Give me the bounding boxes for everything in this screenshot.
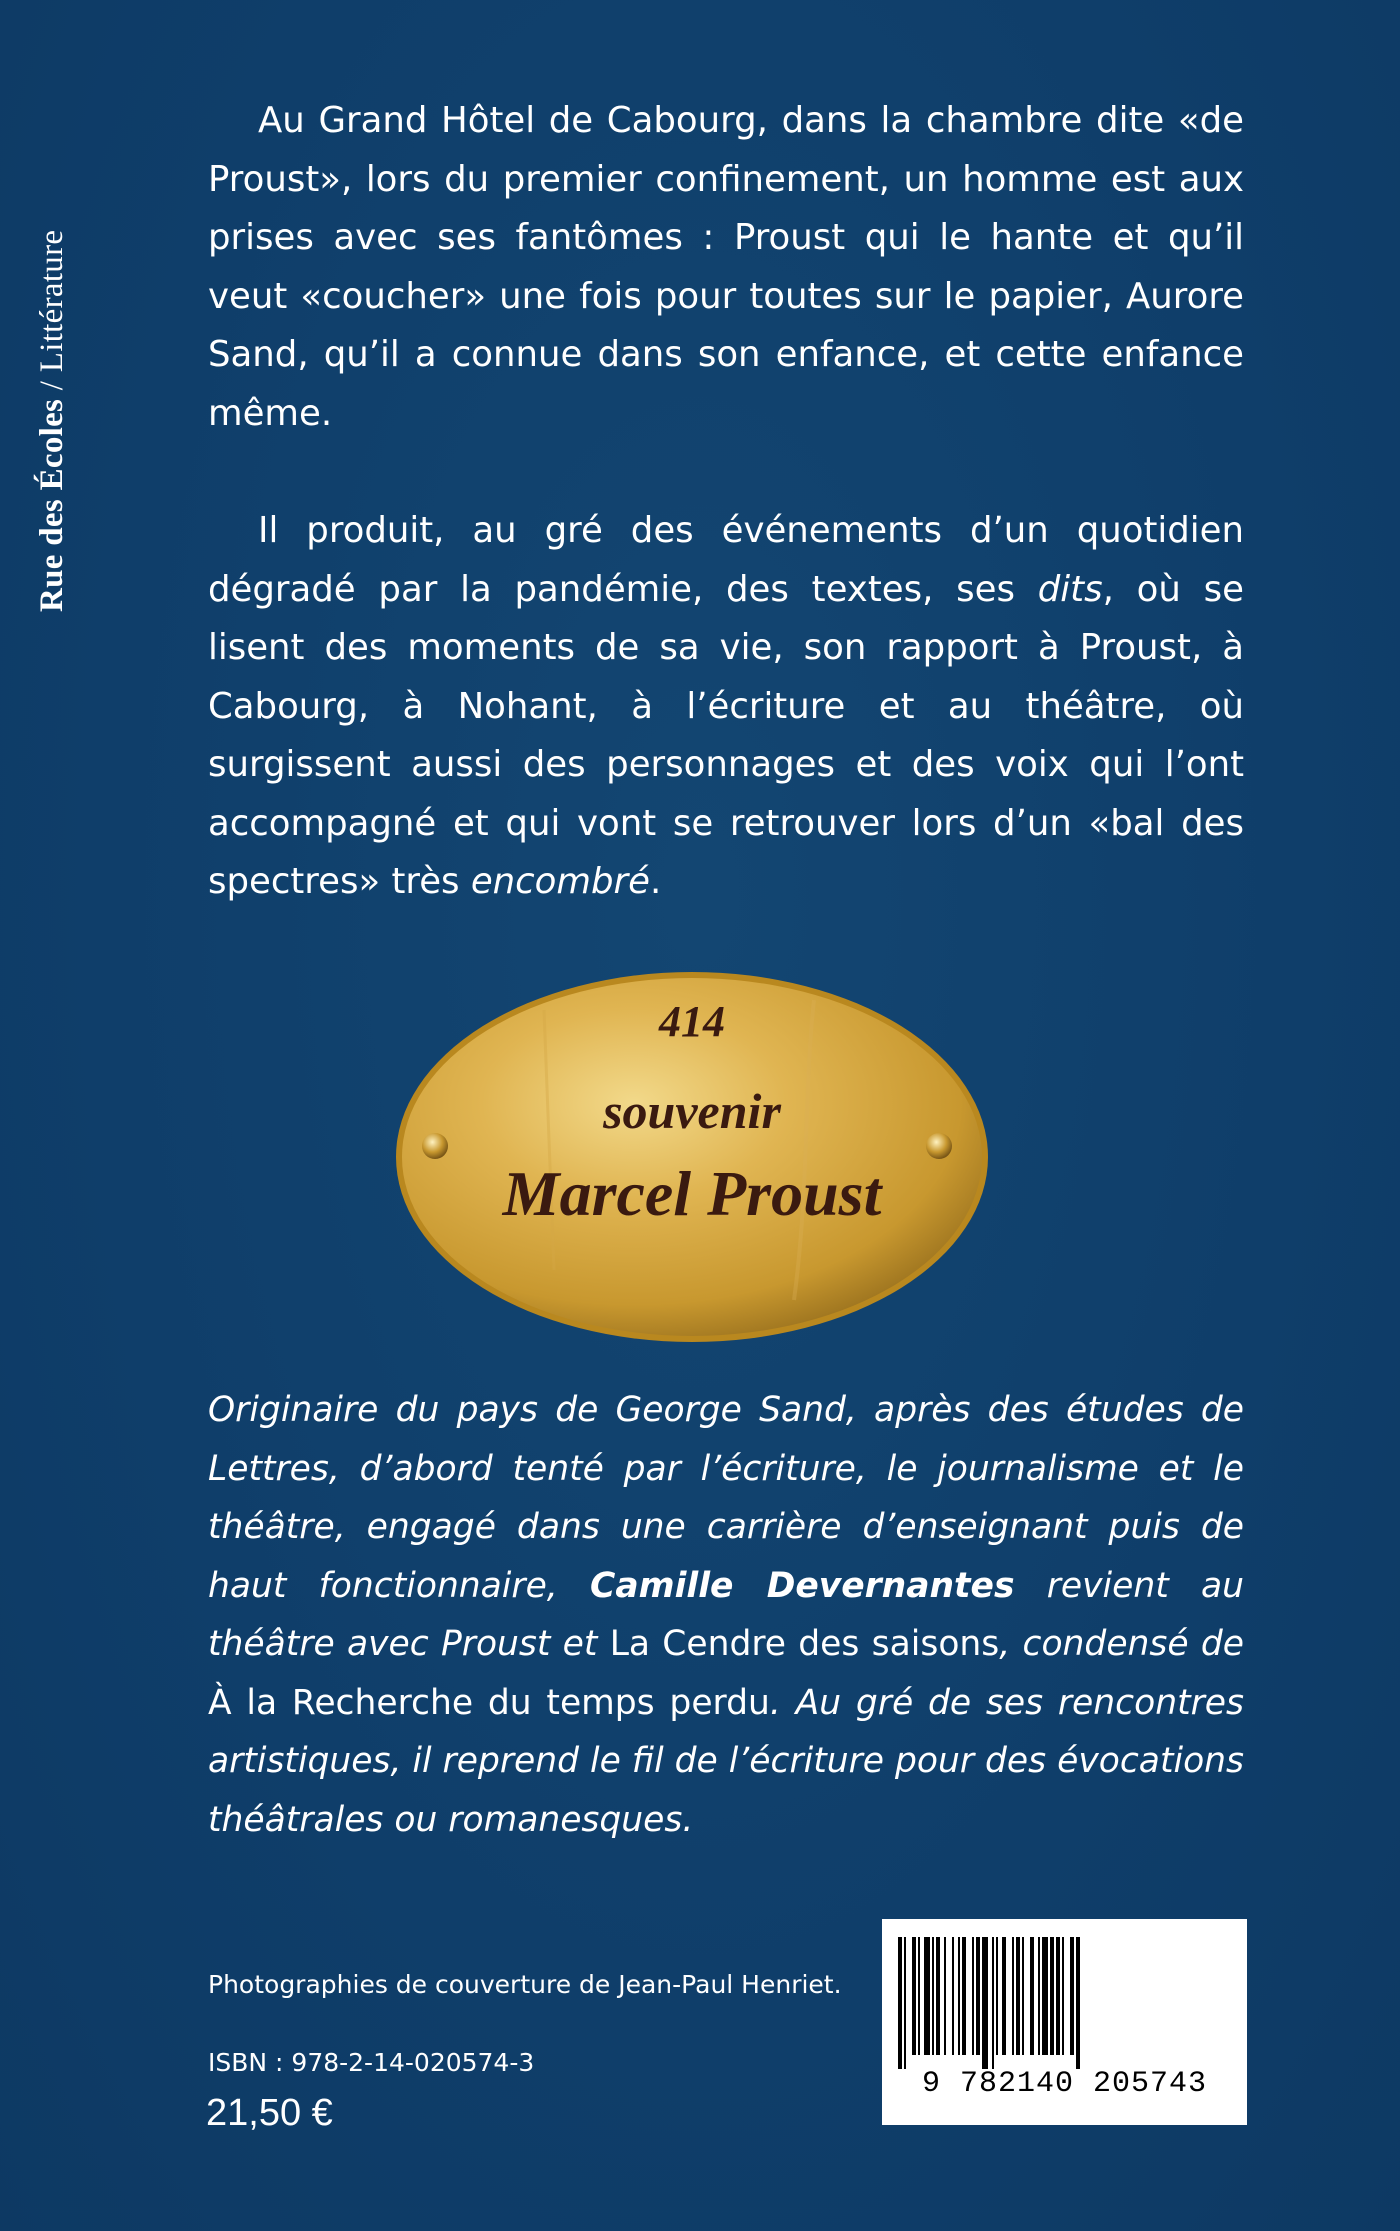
barcode-bar — [976, 1937, 980, 2055]
barcode-bar — [898, 1937, 902, 2069]
barcode-bar — [962, 1937, 966, 2055]
barcode-bar — [1062, 1937, 1064, 2055]
barcode-bar — [918, 1937, 920, 2055]
barcode-bar — [1042, 1937, 1048, 2055]
bio-part-3: , condensé de — [999, 1624, 1244, 1664]
barcode-bar — [1002, 1937, 1006, 2055]
barcode-bar — [952, 1937, 954, 2055]
bio-part-4: . Au gré de ses rencontres artistiques, il reprend le fil de l’écriture pour des évocations théâtrales ou romanesques. — [208, 1682, 1245, 1840]
barcode-bar — [996, 1937, 998, 2055]
summary-italic-dits: dits — [1037, 568, 1103, 610]
plaque-photo — [394, 970, 990, 1344]
bio-part-2: revient au théâtre avec Proust et — [208, 1565, 1244, 1664]
barcode-bar — [1030, 1937, 1034, 2055]
barcode-bar — [932, 1937, 934, 2055]
series-name: Rue des Écoles — [34, 398, 70, 612]
author-bio — [208, 1381, 1244, 1849]
summary-text-2 — [208, 502, 1244, 912]
barcode-bar — [1022, 1937, 1024, 2055]
summary-text-2b: , où se lisent des moments de sa vie, son rapport à Proust, à Cabourg, à Nohant, à l’écriture et au théâtre, où surgissent aussi des personnages et des voix qui l’ont accompagné et qui vont se retrouver lors d’un «bal des spectres» très — [208, 568, 1244, 902]
author-name: Camille Devernantes — [590, 1565, 1015, 1606]
spine-title — [34, 92, 71, 612]
barcode-bar — [1076, 1937, 1080, 2069]
barcode-bar — [982, 1937, 988, 2069]
summary-text-2a: Il produit, au gré des événements d’un quotidien dégradé par la pandémie, des textes, ses — [208, 510, 1244, 610]
spine-separator: / — [34, 372, 70, 399]
barcode-bar — [912, 1937, 916, 2055]
barcode-bar — [958, 1937, 960, 2055]
barcode-bar — [1012, 1937, 1014, 2055]
plaque-line-2: Marcel Proust — [502, 1158, 882, 1229]
work-title-1: La Cendre des saisons — [609, 1624, 1000, 1664]
screw-right-icon — [926, 1133, 952, 1159]
summary-text-2c: . — [649, 861, 662, 902]
summary-paragraph-1 — [208, 92, 1244, 443]
screw-left-icon — [422, 1133, 448, 1159]
barcode-bar — [1050, 1937, 1054, 2055]
photo-credit: Photographies de couverture de Jean-Paul Henriet. — [208, 1970, 842, 1999]
summary-italic-encombre: encombré — [470, 861, 650, 902]
work-title-2: À la Recherche du temps perdu — [208, 1682, 770, 1723]
barcode-bar — [944, 1937, 946, 2055]
bio-part-1: Originaire du pays de George Sand, après des études de Lettres, d’abord tenté par l’écriture, le journalisme et le théâtre, engagé dans une carrière d’enseignant puis de haut fonctionnaire, — [208, 1390, 1244, 1606]
price: 21,50 € — [206, 2092, 333, 2134]
plaque-line-1: souvenir — [603, 1083, 781, 1139]
barcode-bar — [1038, 1937, 1040, 2055]
author-bio-text — [208, 1381, 1244, 1849]
isbn: ISBN : 978-2-14-020574-3 — [208, 2048, 535, 2077]
barcode-digits: 9 782140 205743 — [921, 2067, 1208, 2101]
barcode-bar — [1056, 1937, 1060, 2055]
summary-text-1: Au Grand Hôtel de Cabourg, dans la chambre dite «de Proust», lors du premier confinement, un homme est aux prises avec ses fantômes : Proust qui le hante et qu’il veut «coucher» une fois pour toutes sur le papier, Aurore Sand, qu’il a connue dans son enfance, et cette enfance même. — [208, 100, 1244, 434]
barcode-bar — [904, 1937, 906, 2069]
barcode-bar — [1070, 1937, 1074, 2055]
genre-name: Littérature — [34, 229, 70, 373]
barcode-bar — [972, 1937, 974, 2055]
barcode-bar — [992, 1937, 994, 2069]
barcode-bar — [924, 1937, 930, 2055]
barcode-bar — [936, 1937, 940, 2055]
barcode — [882, 1919, 1247, 2125]
brass-plaque — [394, 970, 990, 1344]
barcode-bar — [1016, 1937, 1020, 2055]
plaque-number: 414 — [659, 997, 725, 1046]
summary-paragraph-2 — [208, 502, 1244, 912]
